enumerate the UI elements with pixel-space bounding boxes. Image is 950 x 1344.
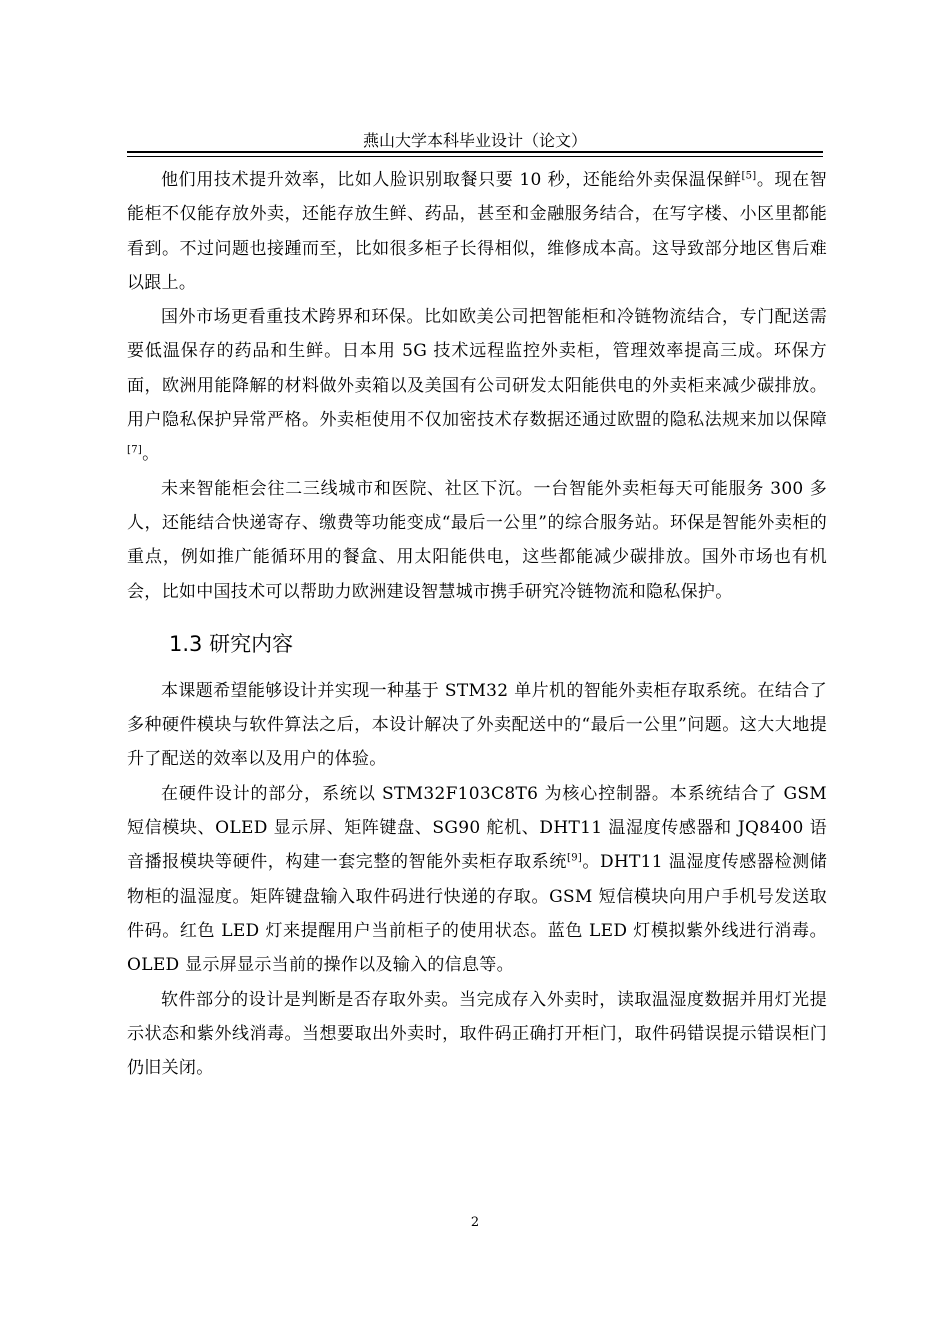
paragraph-text-tail: 。现在智能柜不仅能存放外卖，还能存放生鲜、药品，甚至和金融服务结合，在写字楼、小区里都能看到。不过问题也接踵而至，比如很多柜子长得相似，维修成本高。这导致部分地区售后难以跟上。	[127, 170, 827, 293]
header-rule-thick	[127, 151, 823, 153]
header-rule-thin	[127, 156, 823, 157]
paragraph-text: 本课题希望能够设计并实现一种基于 STM32 单片机的智能外卖柜存取系统。在结合了多种硬件模块与软件算法之后，本设计解决了外卖配送中的“最后一公里”问题。这大大地提升了配送的效率以及用户的体验。	[127, 680, 827, 770]
paragraph-text: 未来智能柜会往二三线城市和医院、社区下沉。一台智能外卖柜每天可能服务 300 多人，还能结合快递寄存、缴费等功能变成“最后一公里”的综合服务站。环保是智能外卖柜的重点，例如推广能循环用的餐盒、用太阳能供电，这些都能减少碳排放。国外市场也有机会，比如中国技术可以帮助力欧洲建设智慧城市携手研究冷链物流和隐私保护。	[127, 478, 827, 602]
section-heading: 1.3 研究内容	[169, 631, 294, 656]
paragraph-6	[127, 983, 827, 1086]
body-text	[127, 163, 827, 1085]
citation: [5]	[741, 170, 757, 182]
paragraph-4	[127, 674, 827, 777]
paragraph-text: 他们用技术提升效率，比如人脸识别取餐只要 10 秒，还能给外卖保温保鲜	[161, 170, 742, 190]
paragraph-text: 国外市场更看重技术跨界和环保。比如欧美公司把智能柜和冷链物流结合，专门配送需要低温保存的药品和生鲜。日本用 5G 技术远程监控外卖柜，管理效率提高三成。环保方面，欧洲用能降解的材料做外卖箱以及美国有公司研发太阳能供电的外卖柜来减少碳排放。用户隐私保护异常严格。外卖柜使用不仅加密技术存数据还通过欧盟的隐私法规来加以保障	[127, 307, 827, 431]
citation: [7]	[127, 444, 143, 456]
paragraph-text: 在硬件设计的部分，系统以 STM32F103C8T6 为核心控制器。本系统结合了 GSM 短信模块、OLED 显示屏、矩阵键盘、SG90 舵机、DHT11 温湿度传感器和 JQ8400 语音播报模块等硬件，构建一套完整的智能外卖柜存取系统	[127, 783, 827, 873]
paragraph-2	[127, 300, 827, 471]
paragraph-text: 软件部分的设计是判断是否存取外卖。当完成存入外卖时，读取温湿度数据并用灯光提示状态和紫外线消毒。当想要取出外卖时，取件码正确打开柜门，取件码错误提示错误柜门仍旧关闭。	[127, 989, 827, 1079]
paragraph-text-tail: 。DHT11 温湿度传感器检测储物柜的温湿度。矩阵键盘输入取件码进行快递的存取。GSM 短信模块向用户手机号发送取件码。红色 LED 灯来提醒用户当前柜子的使用状态。蓝色 LED 灯模拟紫外线进行消毒。OLED 显示屏显示当前的操作以及输入的信息等。	[127, 852, 828, 976]
paragraph-1	[127, 163, 827, 300]
paragraph-3	[127, 472, 827, 609]
citation: [9]	[567, 852, 583, 864]
paragraph-text-tail: 。	[142, 444, 160, 465]
paragraph-5	[127, 777, 827, 983]
header-title: 燕山大学本科毕业设计（论文）	[362, 131, 587, 150]
page-number: 2	[470, 1215, 480, 1230]
